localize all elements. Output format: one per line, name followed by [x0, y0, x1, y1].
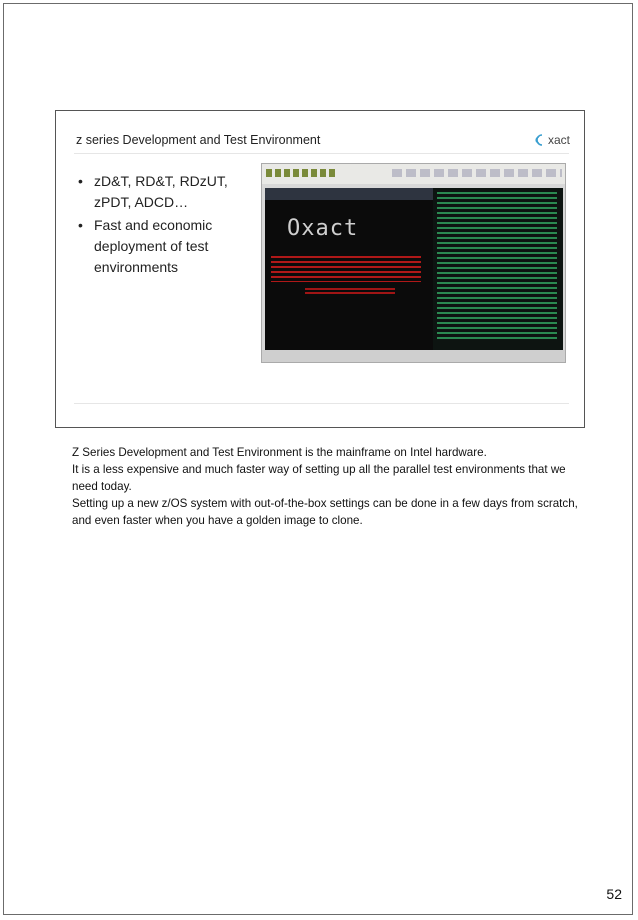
- terminal-green-text: [437, 192, 557, 342]
- notes-line: It is a less expensive and much faster way of setting up all the parallel test environments that we need today.: [72, 463, 566, 493]
- ascii-logo: Oxact: [287, 216, 359, 241]
- terminal-window-left: [265, 188, 433, 351]
- terminal-red-text: [271, 256, 421, 282]
- bullet-list: [76, 171, 256, 280]
- page-number: 52: [606, 886, 622, 902]
- bullet-icon: •: [78, 173, 83, 189]
- logo-text: xact: [547, 133, 570, 147]
- terminal-red-text-2: [305, 288, 395, 296]
- terminal-menu: [265, 188, 433, 200]
- slide-title: z series Development and Test Environment: [76, 133, 321, 147]
- toolbar-icons: [266, 169, 336, 177]
- screenshot-footer: [262, 350, 565, 362]
- bullet-item: [76, 171, 256, 213]
- bullet-text: Fast and economic deployment of test environments: [94, 217, 213, 275]
- company-logo: [533, 133, 570, 147]
- bullet-icon: •: [78, 217, 83, 233]
- bullet-text: zD&T, RD&T, RDzUT, zPDT, ADCD…: [94, 173, 228, 210]
- footer-divider: [74, 403, 569, 404]
- taskbar-text: [392, 169, 562, 177]
- notes-line: Setting up a new z/OS system with out-of-the-box settings can be done in a few days from scratch, and even faster when you have a golden image to clone.: [72, 497, 578, 527]
- terminal-window-right: [433, 188, 563, 351]
- terminal-screenshot: [261, 163, 566, 363]
- bullet-item: [76, 215, 256, 278]
- slide-thumbnail: [55, 110, 585, 428]
- logo-mark-icon: [533, 134, 547, 146]
- speaker-notes: [72, 444, 592, 529]
- desktop-taskbar: [262, 164, 565, 184]
- notes-line: Z Series Development and Test Environment is the mainframe on Intel hardware.: [72, 446, 487, 459]
- title-divider: [74, 153, 569, 154]
